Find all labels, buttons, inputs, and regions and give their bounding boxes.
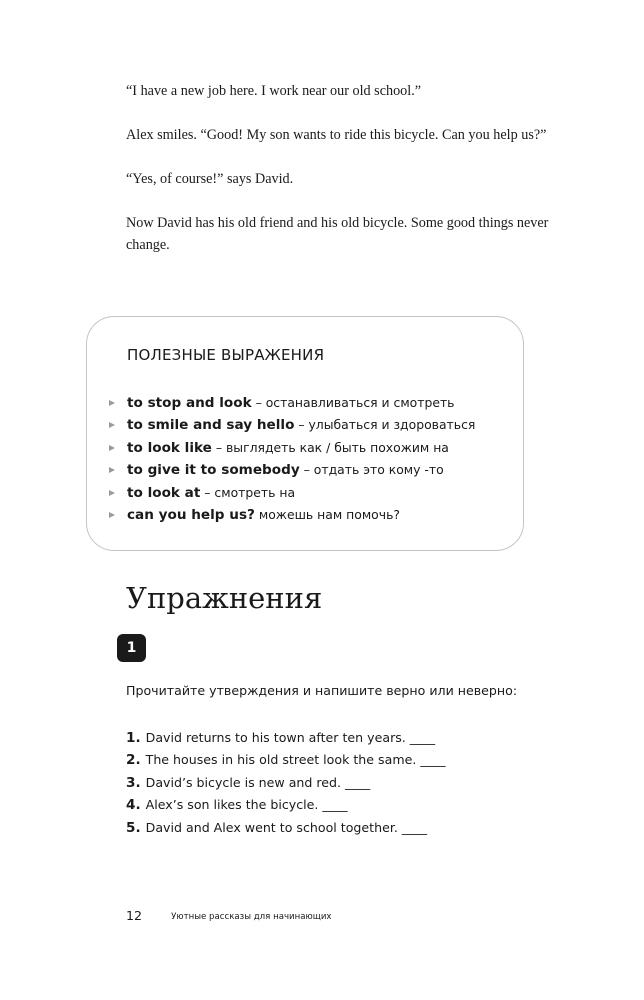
statement-item <box>126 749 446 771</box>
triangle-bullet-icon <box>109 467 115 473</box>
statement-number: 2. <box>126 752 141 769</box>
phrase-term: to stop and look <box>127 395 252 411</box>
statement-item <box>126 727 446 749</box>
statement-number: 5. <box>126 819 141 836</box>
statements-list <box>126 727 446 839</box>
phrase-term: to look like <box>127 439 212 456</box>
exercises-heading: Упражнения <box>126 581 323 615</box>
statement-number: 4. <box>126 797 141 814</box>
phrase-item <box>109 482 475 504</box>
phrase-term: to give it to somebody <box>127 462 300 479</box>
story-paragraph: “I have a new job here. I work near our old school.” <box>126 83 422 99</box>
useful-phrases-title: ПОЛЕЗНЫЕ ВЫРАЖЕНИЯ <box>127 346 325 364</box>
statement-item <box>126 817 446 839</box>
exercise-instruction: Прочитайте утверждения и напишите верно или неверно: <box>126 683 518 698</box>
useful-phrases-list <box>109 392 475 526</box>
exercise-number-badge: 1 <box>117 634 146 662</box>
phrase-item <box>109 459 475 481</box>
phrase-term: to smile and say hello <box>127 417 295 434</box>
statement-number: 3. <box>126 774 141 791</box>
phrase-translation: – улыбаться и здороваться <box>294 417 476 433</box>
phrase-translation: – отдать это кому -то <box>299 462 444 478</box>
story-paragraph: “Yes, of course!” says David. <box>126 171 294 187</box>
phrase-translation: – выглядеть как / быть похожим на <box>211 439 449 455</box>
useful-phrases-box <box>86 316 524 551</box>
statement-text: Alex’s son likes the bicycle. ____ <box>145 797 348 813</box>
phrase-item <box>109 437 475 459</box>
story-text <box>126 80 566 278</box>
statement-item <box>126 794 446 816</box>
page-footer <box>126 905 332 924</box>
phrase-term: can you help us? <box>127 507 255 524</box>
statement-text: David returns to his town after ten years. ____ <box>145 730 435 745</box>
story-paragraph: Now David has his old friend and his old bicycle. Some good things never change. <box>126 215 549 253</box>
statement-item <box>126 772 446 794</box>
triangle-bullet-icon <box>109 490 115 496</box>
statement-number: 1. <box>126 730 141 746</box>
triangle-bullet-icon <box>109 445 115 451</box>
statement-text: The houses in his old street look the same. ____ <box>145 752 446 768</box>
phrase-item <box>109 504 475 526</box>
triangle-bullet-icon <box>109 512 115 518</box>
phrase-translation: – смотреть на <box>200 484 296 500</box>
triangle-bullet-icon <box>109 400 115 406</box>
phrase-term: to look at <box>127 484 201 501</box>
story-paragraph: Alex smiles. “Good! My son wants to ride this bicycle. Can you help us?” <box>126 127 547 143</box>
statement-text: David and Alex went to school together. ____ <box>145 819 428 835</box>
running-title: Уютные рассказы для начинающих <box>171 912 332 922</box>
phrase-item <box>109 392 475 414</box>
phrase-translation: можешь нам помочь? <box>254 507 400 523</box>
phrase-translation: – останавливаться и смотреть <box>251 395 455 410</box>
phrase-item <box>109 414 475 436</box>
page-number: 12 <box>126 908 143 923</box>
triangle-bullet-icon <box>109 422 115 428</box>
statement-text: David’s bicycle is new and red. ____ <box>145 774 371 790</box>
